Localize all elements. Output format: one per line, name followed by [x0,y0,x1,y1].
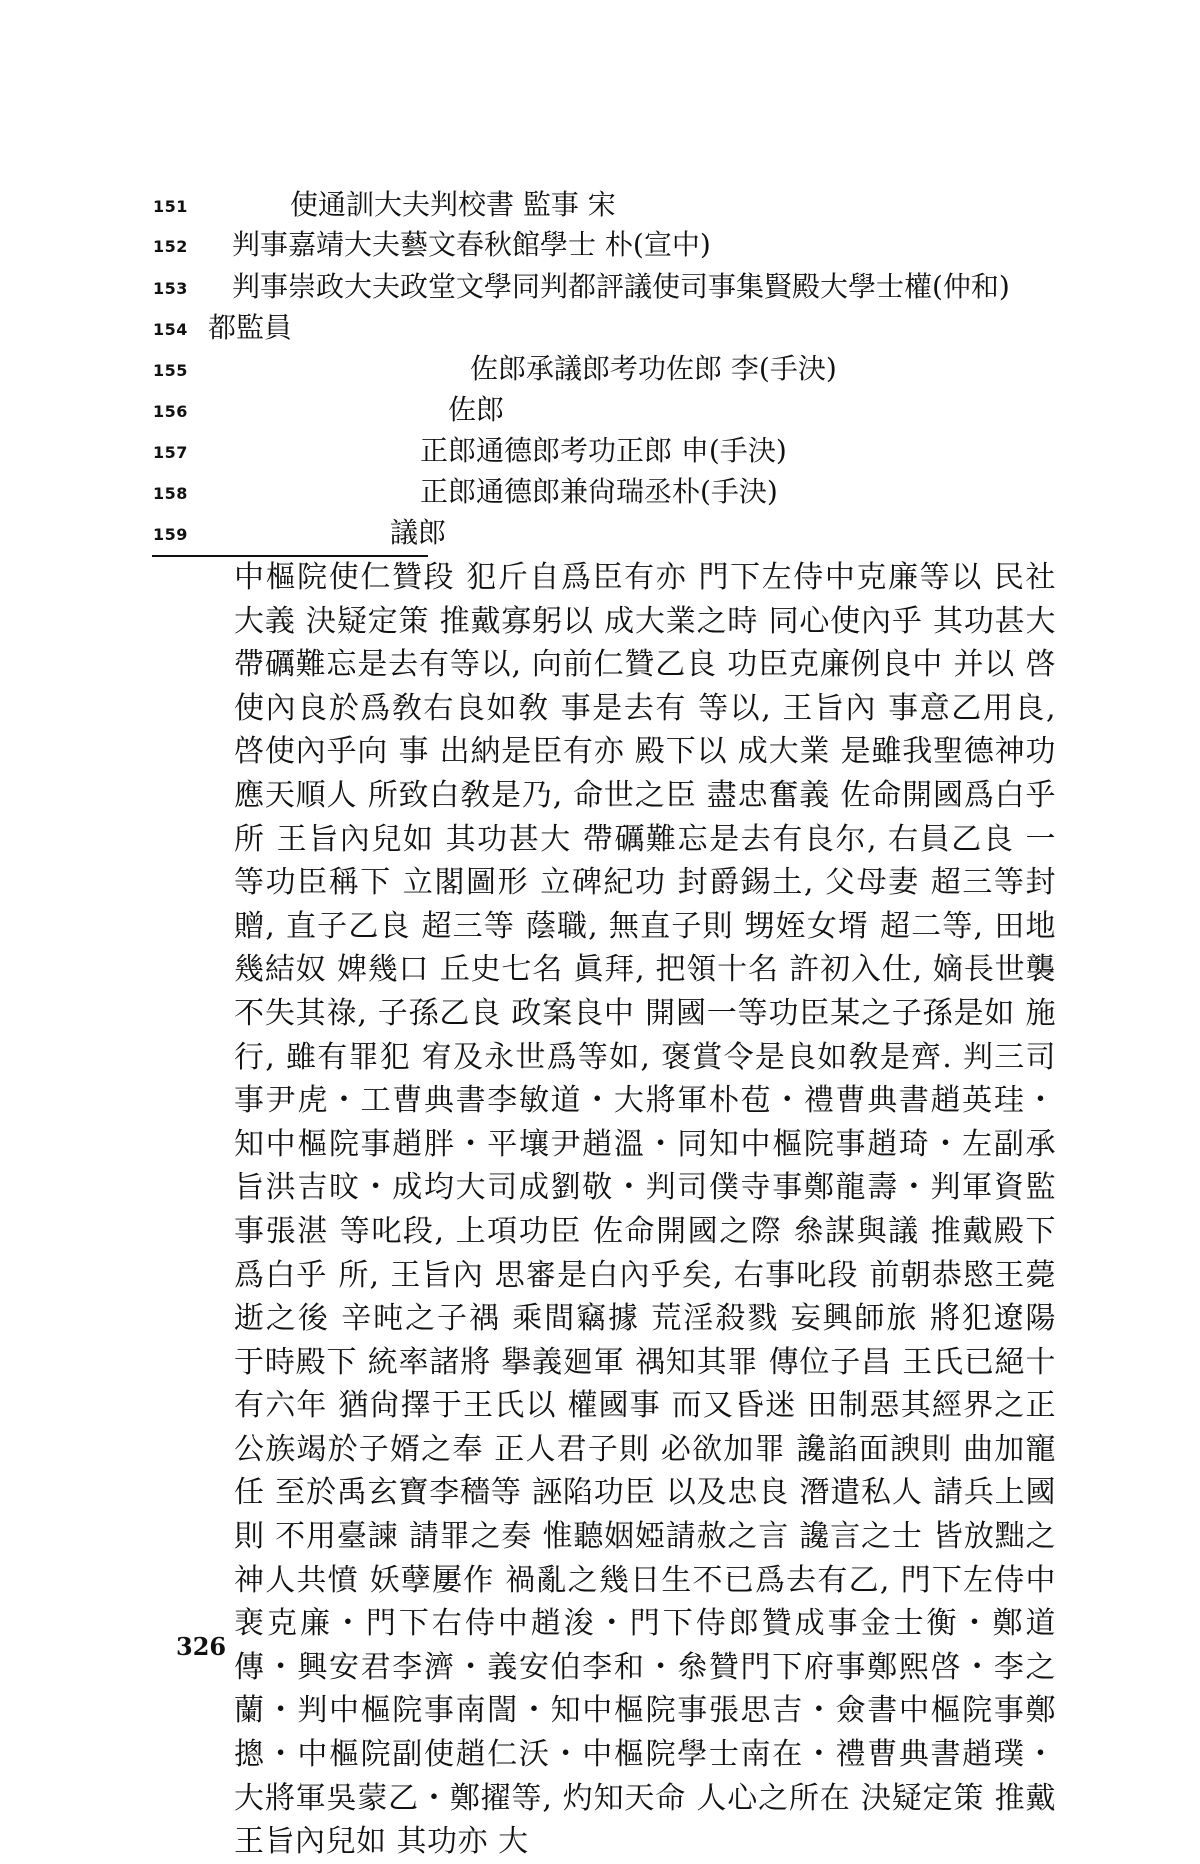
numbered-line [0,185,1100,225]
numbered-line [0,308,1100,348]
line-number: 151 [153,197,188,216]
line-text: 正郎通德郎兼尙瑞丞朴(手決) [420,475,778,508]
line-number: 153 [153,279,188,298]
line-number: 155 [153,361,188,380]
line-text: 議郎 [390,516,447,549]
numbered-line [0,390,1100,430]
numbered-line [0,472,1100,512]
line-text: 都監員 [208,311,293,344]
line-text: 佐郎承議郎考功佐郎 李(手決) [470,352,837,385]
body-paragraph: 中樞院使仁贊段 犯斤自爲臣有亦 門下左侍中克廉等以 民社大義 決疑定策 推戴寡躬以 成大業之時 同心使內乎 其功甚大 帶礪難忘是去有等以, 向前仁贊乙良 功臣克廉例良中 并以 啓使內良於爲敎右良如敎 事是去有 等以, 王旨內 事意乙用良, 啓使內乎向 事 出納是臣有亦 殿下以 成大業 是雖我聖德神功 應天順人 所致白敎是乃, 命世之臣 盡忠奮義 佐命開國爲白乎所 王旨內兒如 其功甚大 帶礪難忘是去有良尔, 右員乙良 一等功臣稱下 立閣圖形 立碑紀功 封爵錫土, 父母妻 超三等封贈, 直子乙良 超三等 蔭職, 無直子則 甥姪女壻 超二等, 田地幾結奴 婢幾口 丘史七名 眞拜, 把領十名 許初入仕, 嫡長世襲 不失其祿, 子孫乙良 政案良中 開國一等功臣某之子孫是如 施行, 雖有罪犯 宥及永世爲等如, 褒賞令是良如敎是齊. 判三司事尹虎・工曹典書李敏道・大將軍朴苞・禮曹典書趙英珪・知中樞院事趙胖・平壤尹趙溫・同知中樞院事趙琦・左副承旨洪吉旼・成均大司成劉敬・判司僕寺事鄭龍壽・判軍資監事張湛 等叱段, 上項功臣 佐命開國之際 叅謀與議 推戴殿下爲白乎 所, 王旨內 思審是白內乎矣, 右事叱段 前朝恭愍王薨逝之後 辛旽之子禑 乘間竊據 荒淫殺戮 妄興師旅 將犯遼陽 于時殿下 統率諸將 擧義廻軍 禑知其罪 傳位子昌 王氏已絕十有六年 猶尙擇于王氏以 權國事 而又昏迷 田制惡其經界之正 公族竭於子婿之奉 正人君子則 必欲加罪 讒諂面諛則 曲加寵任 至於禹玄寶李穡等 誣陷功臣 以及忠良 潛遣私人 請兵上國則 不用臺諫 請罪之奏 惟聽姻婭請赦之言 讒言之士 皆放黜之 神人共憤 妖孽屢作 禍亂之幾日生不已爲去有乙, 門下左侍中裵克廉・門下右侍中趙浚・門下侍郎贊成事金士衡・鄭道傳・興安君李濟・義安伯李和・叅贊門下府事鄭熙啓・李之蘭・判中樞院事南誾・知中樞院事張思吉・僉書中樞院事鄭摠・中樞院副使趙仁沃・中樞院學士南在・禮曹典書趙璞・大將軍吳蒙乙・鄭擢等, 灼知天命 人心之所在 決疑定策 推戴王旨內兒如 其功亦 大 [234,560,1056,1860]
numbered-line [0,225,1100,265]
line-text: 佐郎 [448,393,505,426]
line-number: 157 [153,443,188,462]
line-text: 判事崇政大夫政堂文學同判都評議使司事集賢殿大學士權(仲和) [232,270,1010,303]
line-text: 使通訓大夫判校書 監事 宋 [290,188,616,221]
line-number: 154 [153,320,188,339]
line-number: 156 [153,402,188,421]
line-number: 152 [153,237,188,256]
numbered-line [0,513,1100,553]
line-number: 159 [153,525,188,544]
numbered-line [0,349,1100,389]
line-text: 判事嘉靖大夫藝文春秋館學士 朴(宣中) [232,228,711,261]
numbered-line [0,267,1100,307]
line-number: 158 [153,484,188,503]
numbered-line [0,431,1100,471]
page-number: 326 [176,1632,227,1661]
line-text: 正郎通德郎考功正郎 申(手決) [420,434,787,467]
